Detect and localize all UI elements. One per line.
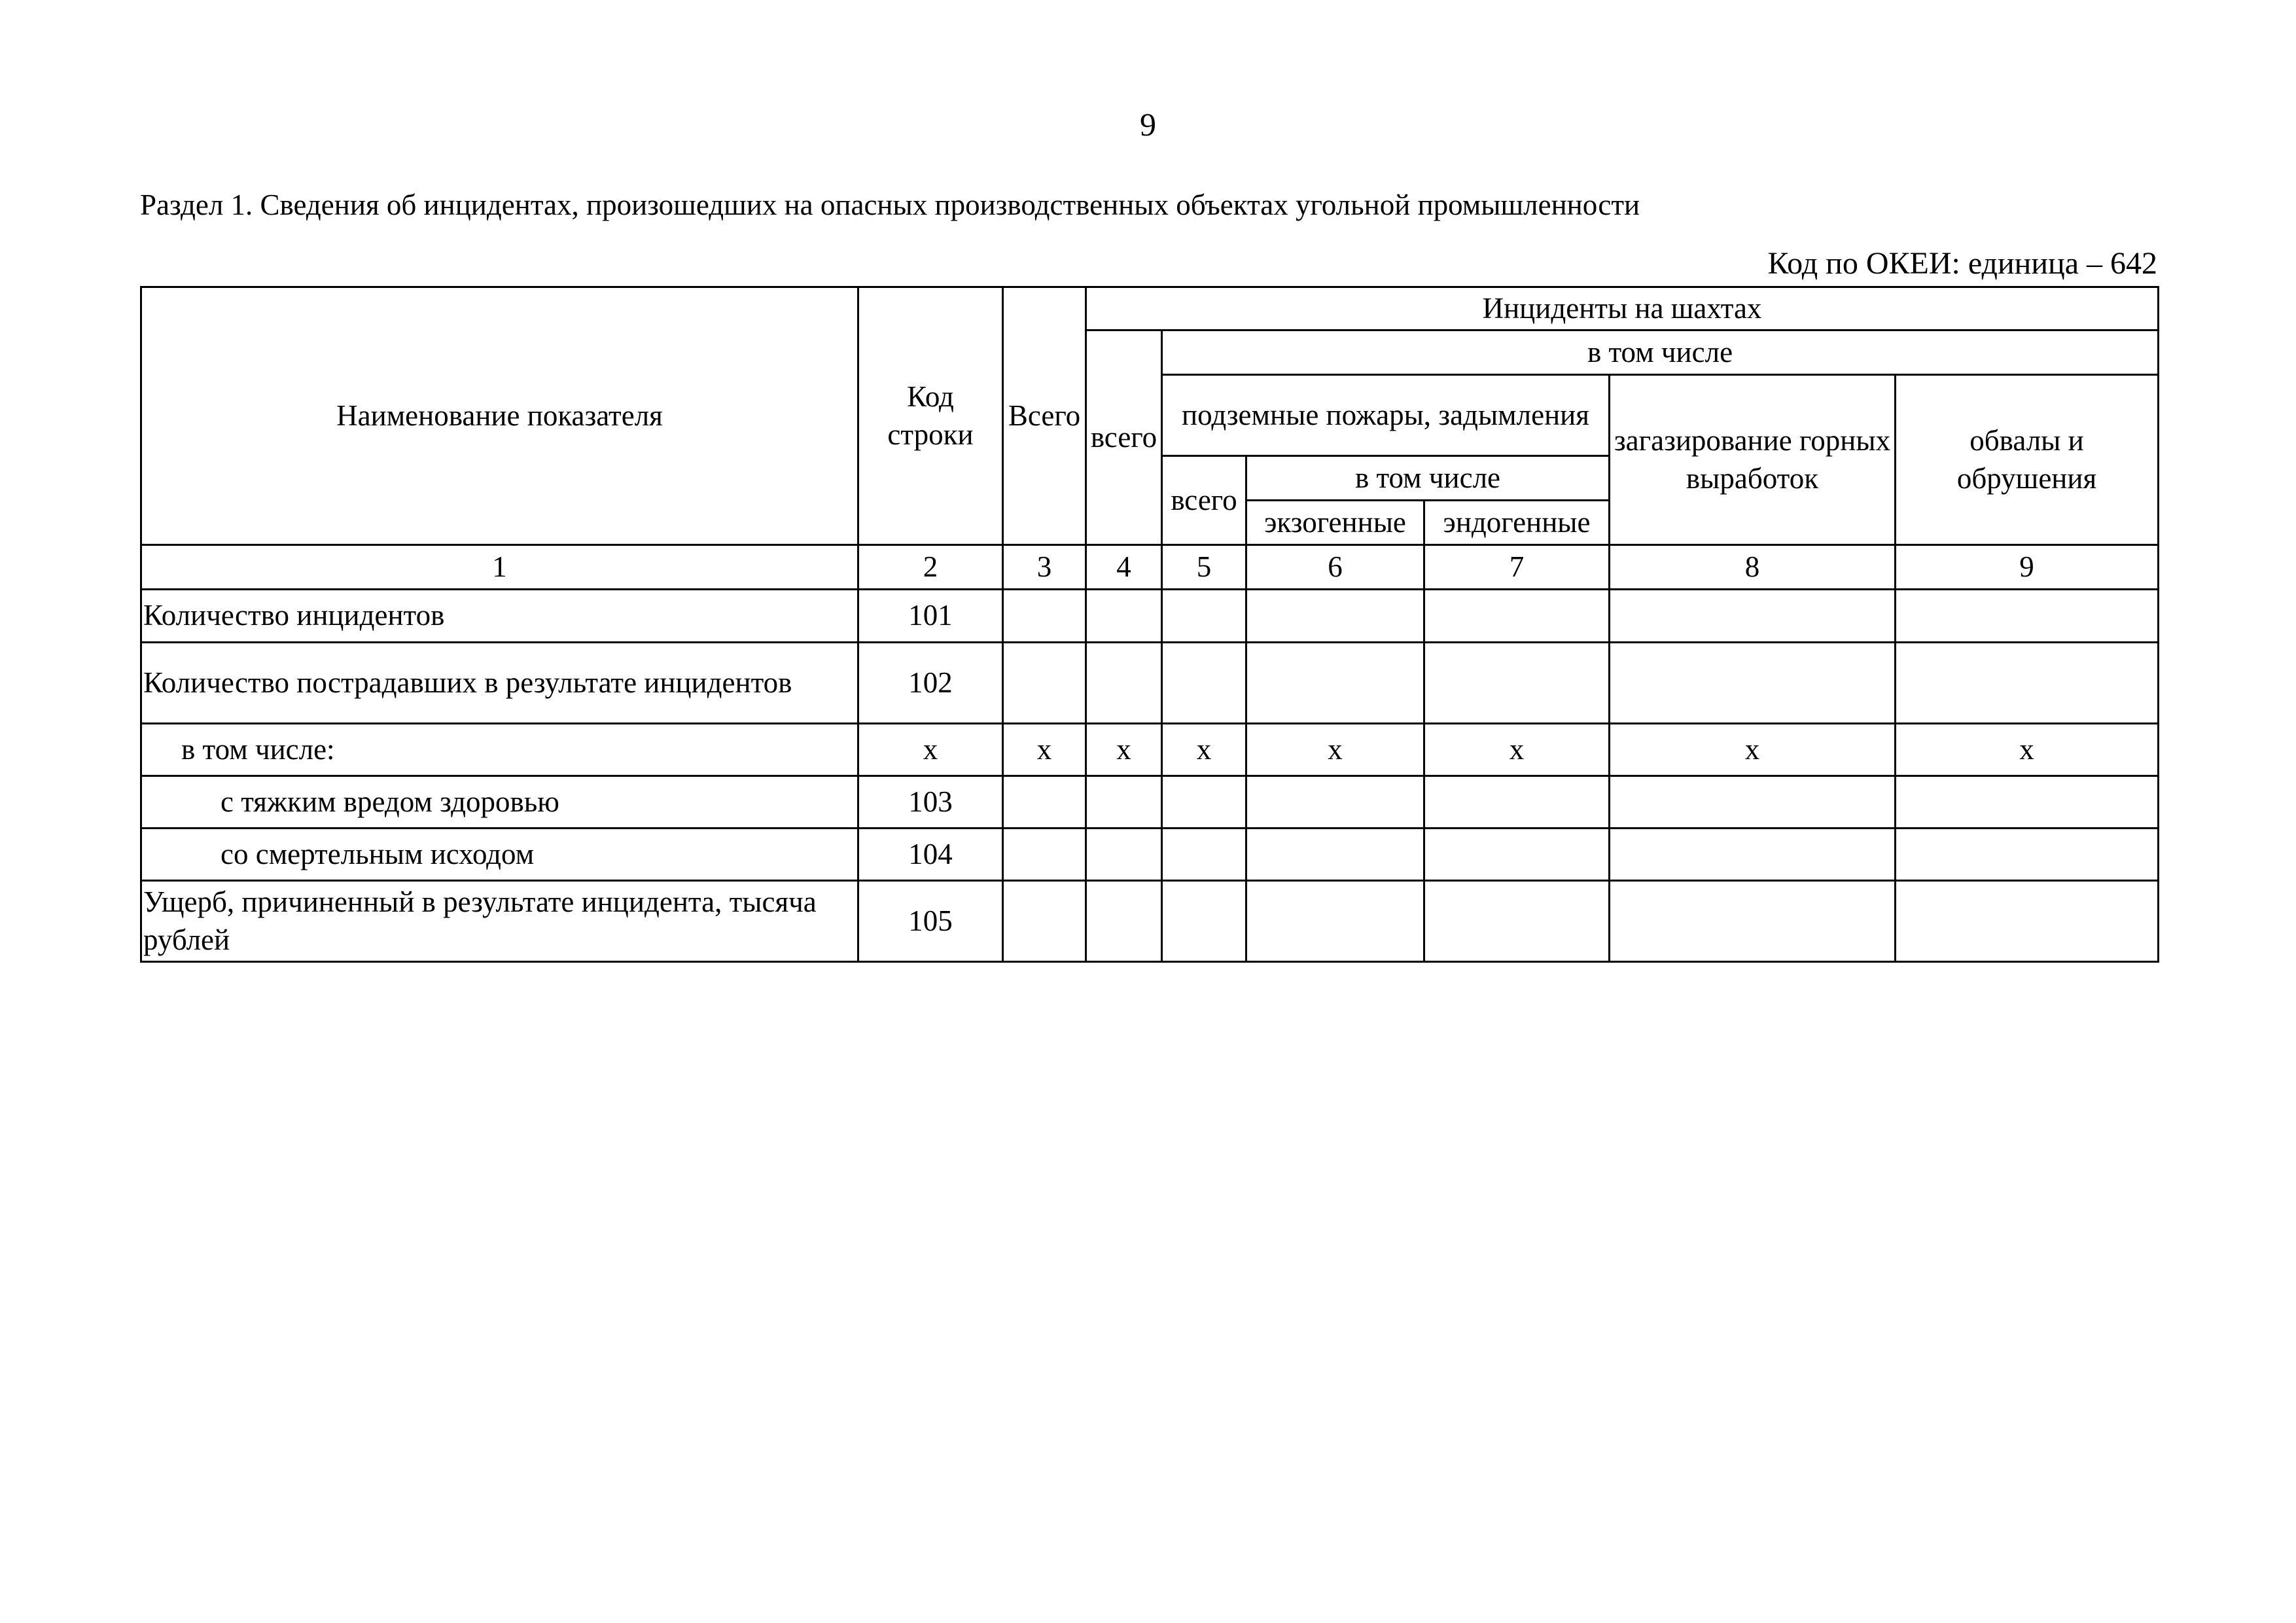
data-cell: х bbox=[1246, 724, 1424, 776]
table-row bbox=[141, 724, 2159, 776]
row-name: с тяжким вредом здоровью bbox=[141, 776, 858, 829]
header-including: в том числе bbox=[1162, 330, 2159, 375]
row-code: 105 bbox=[858, 881, 1003, 962]
data-cell[interactable] bbox=[1610, 776, 1896, 829]
data-cell: х bbox=[1086, 724, 1162, 776]
data-cell[interactable] bbox=[1610, 881, 1896, 962]
data-cell[interactable] bbox=[1424, 590, 1610, 643]
data-cell[interactable] bbox=[1424, 881, 1610, 962]
row-code: 101 bbox=[858, 590, 1003, 643]
data-cell[interactable] bbox=[1896, 776, 2159, 829]
data-cell[interactable] bbox=[1896, 643, 2159, 724]
column-number: 1 bbox=[141, 545, 858, 590]
data-cell: х bbox=[1003, 724, 1086, 776]
okei-code: Код по ОКЕИ: единица – 642 bbox=[1767, 246, 2157, 281]
header-incidents-in-mines: Инциденты на шахтах bbox=[1086, 287, 2159, 330]
data-cell[interactable] bbox=[1086, 590, 1162, 643]
row-code: 103 bbox=[858, 776, 1003, 829]
row-name: Количество пострадавших в результате инцидентов bbox=[141, 643, 858, 724]
data-cell[interactable] bbox=[1610, 590, 1896, 643]
data-cell: х bbox=[1424, 724, 1610, 776]
data-cell[interactable] bbox=[1246, 590, 1424, 643]
data-cell[interactable] bbox=[1162, 881, 1246, 962]
data-cell: х bbox=[1896, 724, 2159, 776]
table-row bbox=[141, 829, 2159, 881]
data-cell[interactable] bbox=[1003, 881, 1086, 962]
data-cell[interactable] bbox=[1162, 829, 1246, 881]
header-indicator-name: Наименование показателя bbox=[141, 287, 858, 545]
data-cell[interactable] bbox=[1896, 829, 2159, 881]
data-cell[interactable] bbox=[1246, 881, 1424, 962]
data-cell[interactable] bbox=[1086, 829, 1162, 881]
column-numbers-row bbox=[141, 545, 2159, 590]
data-cell[interactable] bbox=[1003, 829, 1086, 881]
header-underground-fires: подземные пожары, задымления bbox=[1162, 375, 1610, 456]
row-code: 104 bbox=[858, 829, 1003, 881]
row-name: в том числе: bbox=[141, 724, 858, 776]
incidents-table bbox=[140, 286, 2159, 963]
row-code: 102 bbox=[858, 643, 1003, 724]
data-cell[interactable] bbox=[1246, 829, 1424, 881]
column-number: 5 bbox=[1162, 545, 1246, 590]
data-cell[interactable] bbox=[1086, 643, 1162, 724]
row-name: Ущерб, причиненный в результате инцидента, тысяча рублей bbox=[141, 881, 858, 962]
data-cell[interactable] bbox=[1246, 776, 1424, 829]
data-cell[interactable] bbox=[1610, 829, 1896, 881]
header-exogenous: экзогенные bbox=[1246, 501, 1424, 545]
column-number: 2 bbox=[858, 545, 1003, 590]
header-total: Всего bbox=[1003, 287, 1086, 545]
data-cell[interactable] bbox=[1003, 590, 1086, 643]
header-endogenous: эндогенные bbox=[1424, 501, 1610, 545]
data-cell: х bbox=[1162, 724, 1246, 776]
data-cell: х bbox=[1610, 724, 1896, 776]
data-cell[interactable] bbox=[1896, 590, 2159, 643]
row-name: со смертельным исходом bbox=[141, 829, 858, 881]
table-row bbox=[141, 776, 2159, 829]
data-cell[interactable] bbox=[1424, 776, 1610, 829]
header-row-code: Код строки bbox=[858, 287, 1003, 545]
data-cell[interactable] bbox=[1003, 776, 1086, 829]
section-title: Раздел 1. Сведения об инцидентах, произошедших на опасных производственных объектах угольной промышленности bbox=[140, 188, 1640, 221]
column-number: 6 bbox=[1246, 545, 1424, 590]
table-row bbox=[141, 643, 2159, 724]
data-cell[interactable] bbox=[1162, 776, 1246, 829]
data-cell[interactable] bbox=[1162, 590, 1246, 643]
data-cell[interactable] bbox=[1086, 881, 1162, 962]
column-number: 4 bbox=[1086, 545, 1162, 590]
row-name: Количество инцидентов bbox=[141, 590, 858, 643]
column-number: 3 bbox=[1003, 545, 1086, 590]
header-mines-total: всего bbox=[1086, 330, 1162, 545]
table-row bbox=[141, 590, 2159, 643]
header-collapses: обвалы и обрушения bbox=[1896, 375, 2159, 545]
header-gas-contamination: загазирование горных выработок bbox=[1610, 375, 1896, 545]
data-cell[interactable] bbox=[1162, 643, 1246, 724]
data-cell[interactable] bbox=[1086, 776, 1162, 829]
column-number: 9 bbox=[1896, 545, 2159, 590]
data-cell[interactable] bbox=[1424, 829, 1610, 881]
table-row bbox=[141, 881, 2159, 962]
row-code: х bbox=[858, 724, 1003, 776]
header-fires-including: в том числе bbox=[1246, 456, 1610, 501]
data-cell[interactable] bbox=[1610, 643, 1896, 724]
data-cell[interactable] bbox=[1246, 643, 1424, 724]
data-cell[interactable] bbox=[1003, 643, 1086, 724]
column-number: 8 bbox=[1610, 545, 1896, 590]
header-fires-total: всего bbox=[1162, 456, 1246, 545]
data-cell[interactable] bbox=[1424, 643, 1610, 724]
column-number: 7 bbox=[1424, 545, 1610, 590]
page-number: 9 bbox=[1140, 106, 1156, 143]
data-cell[interactable] bbox=[1896, 881, 2159, 962]
